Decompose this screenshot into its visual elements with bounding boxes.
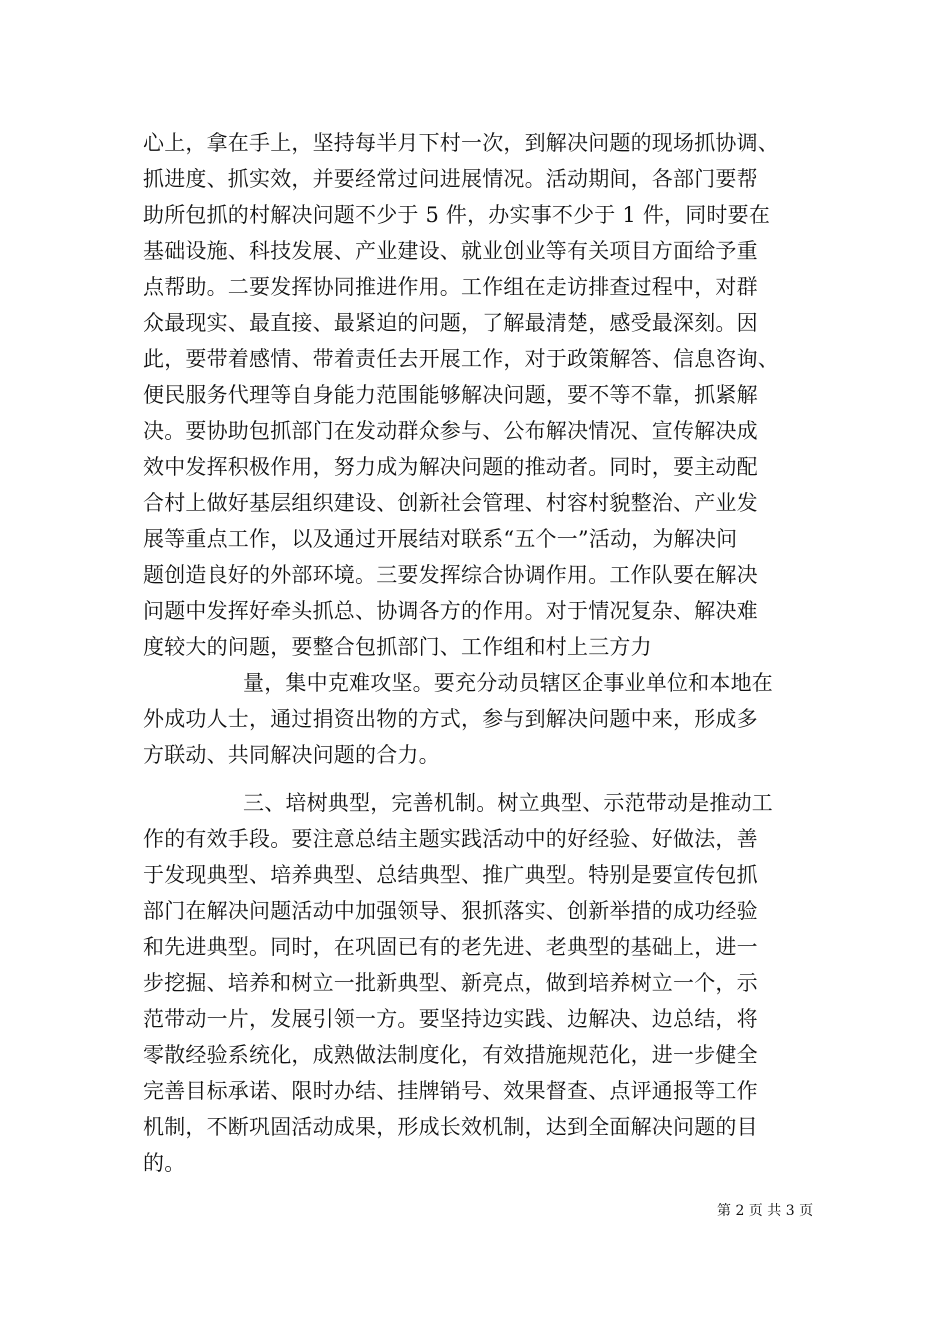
body-text-line: 方联动、共同解决问题的合力。 bbox=[143, 743, 440, 767]
body-text-line: 量，集中克难攻坚。要充分动员辖区企事业单位和本地在 bbox=[243, 671, 773, 695]
body-text-line: 范带动一片，发展引领一方。要坚持边实践、边解决、边总结，将 bbox=[143, 1007, 758, 1031]
body-text-line: 的。 bbox=[143, 1151, 186, 1175]
body-text-line: 众最现实、最直接、最紧迫的问题，了解最清楚，感受最深刻。因 bbox=[143, 311, 758, 335]
body-text-line: 此，要带着感情、带着责任去开展工作，对于政策解答、信息咨询、 bbox=[143, 347, 779, 371]
body-text-line: 决。要协助包抓部门在发动群众参与、公布解决情况、宣传解决成 bbox=[143, 419, 758, 443]
body-text-line: 机制，不断巩固活动成果，形成长效机制，达到全面解决问题的目 bbox=[143, 1115, 758, 1139]
section-heading-line: 三、培树典型，完善机制。树立典型、示范带动是推动工 bbox=[243, 791, 773, 815]
body-text-line: 点帮助。二要发挥协同推进作用。工作组在走访排查过程中，对群 bbox=[143, 275, 758, 299]
body-text-line: 便民服务代理等自身能力范围能够解决问题，要不等不靠，抓紧解 bbox=[143, 383, 758, 407]
body-text-line: 于发现典型、培养典型、总结典型、推广典型。特别是要宣传包抓 bbox=[143, 863, 758, 887]
body-text-line: 完善目标承诺、限时办结、挂牌销号、效果督查、点评通报等工作 bbox=[143, 1079, 758, 1103]
body-text-line: 心上，拿在手上，坚持每半月下村一次，到解决问题的现场抓协调、 bbox=[143, 131, 779, 155]
body-text-line: 题创造良好的外部环境。三要发挥综合协调作用。工作队要在解决 bbox=[143, 563, 758, 587]
page-number-footer: 第 2 页 共 3 页 bbox=[717, 1203, 814, 1219]
body-text-line: 外成功人士，通过捐资出物的方式，参与到解决问题中来，形成多 bbox=[143, 707, 758, 731]
body-text-line: 和先进典型。同时，在巩固已有的老先进、老典型的基础上，进一 bbox=[143, 935, 758, 959]
body-text-line: 展等重点工作，以及通过开展结对联系“五个一”活动，为解决问 bbox=[143, 527, 738, 551]
body-text-line: 抓进度、抓实效，并要经常过问进展情况。活动期间，各部门要帮 bbox=[143, 167, 758, 191]
body-text-line: 助所包抓的村解决问题不少于 5 件，办实事不少于 1 件，同时要在 bbox=[143, 203, 771, 227]
body-text-line: 部门在解决问题活动中加强领导、狠抓落实、创新举措的成功经验 bbox=[143, 899, 758, 923]
body-text-line: 基础设施、科技发展、产业建设、就业创业等有关项目方面给予重 bbox=[143, 239, 758, 263]
body-text-line: 效中发挥积极作用，努力成为解决问题的推动者。同时，要主动配 bbox=[143, 455, 758, 479]
body-text-line: 度较大的问题，要整合包抓部门、工作组和村上三方力 bbox=[143, 635, 652, 659]
body-text-line: 合村上做好基层组织建设、创新社会管理、村容村貌整治、产业发 bbox=[143, 491, 758, 515]
body-text-line: 作的有效手段。要注意总结主题实践活动中的好经验、好做法，善 bbox=[143, 827, 758, 851]
body-text-line: 零散经验系统化，成熟做法制度化，有效措施规范化，进一步健全 bbox=[143, 1043, 758, 1067]
body-text-line: 问题中发挥好牵头抓总、协调各方的作用。对于情况复杂、解决难 bbox=[143, 599, 758, 623]
body-text-line: 步挖掘、培养和树立一批新典型、新亮点，做到培养树立一个，示 bbox=[143, 971, 758, 995]
